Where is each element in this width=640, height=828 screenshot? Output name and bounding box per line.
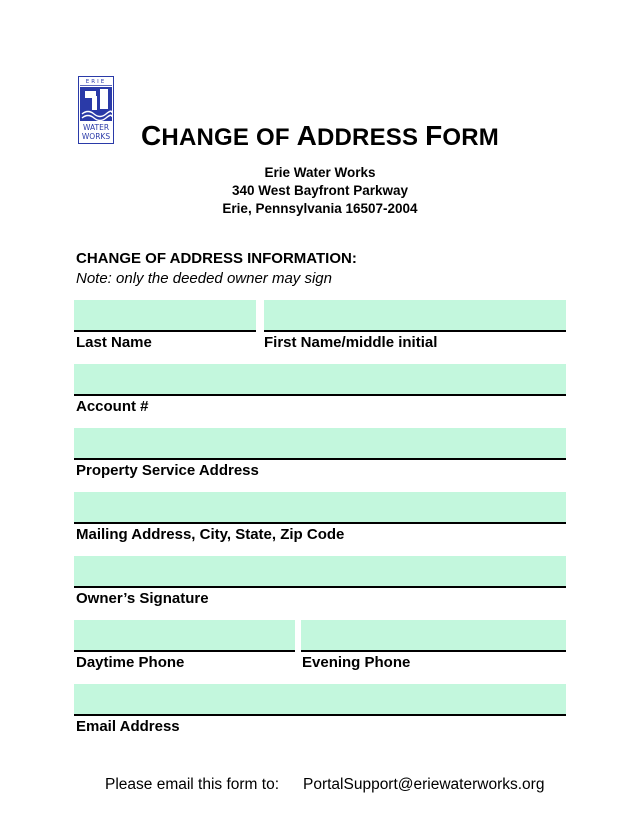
footer-email: PortalSupport@eriewaterworks.org [303,776,545,793]
page-title [0,120,640,152]
section-heading: CHANGE OF ADDRESS INFORMATION: [76,250,357,267]
account-number-label: Account # [76,398,149,415]
logo-line-water: WATER [82,123,110,132]
first-name-label: First Name/middle initial [264,334,438,351]
title-part: DDRESS [316,124,426,151]
title-part: A [296,120,317,151]
last-name-label: Last Name [76,334,152,351]
first-name-input[interactable] [264,300,566,332]
org-city-line: Erie, Pennsylvania 16507-2004 [222,201,418,216]
daytime-phone-input[interactable] [74,620,295,652]
evening-phone-label: Evening Phone [302,654,411,671]
owner-signature-input[interactable] [74,556,566,588]
evening-phone-input[interactable] [301,620,566,652]
mailing-address-input[interactable] [74,492,566,524]
footer-instruction: Please email this form to: [105,776,280,793]
section-note: Note: only the deeded owner may sign [76,270,332,287]
email-address-input[interactable] [74,684,566,716]
title-part: C [141,120,162,151]
property-address-input[interactable] [74,428,566,460]
org-address [0,164,640,218]
last-name-input[interactable] [74,300,256,332]
org-name: Erie Water Works [264,165,376,180]
owner-signature-label: Owner’s Signature [76,590,209,607]
property-address-label: Property Service Address [76,462,259,479]
logo-top-text: ERIE [85,79,107,85]
account-number-input[interactable] [74,364,566,396]
org-street: 340 West Bayfront Parkway [231,183,409,198]
mailing-address-label: Mailing Address, City, State, Zip Code [76,526,345,543]
title-part: ORM [442,124,499,151]
email-address-label: Email Address [76,718,180,735]
daytime-phone-label: Daytime Phone [76,654,185,671]
title-part: HANGE OF [161,124,297,151]
title-part: F [425,120,443,151]
logo-line-works: WORKS [81,132,111,141]
